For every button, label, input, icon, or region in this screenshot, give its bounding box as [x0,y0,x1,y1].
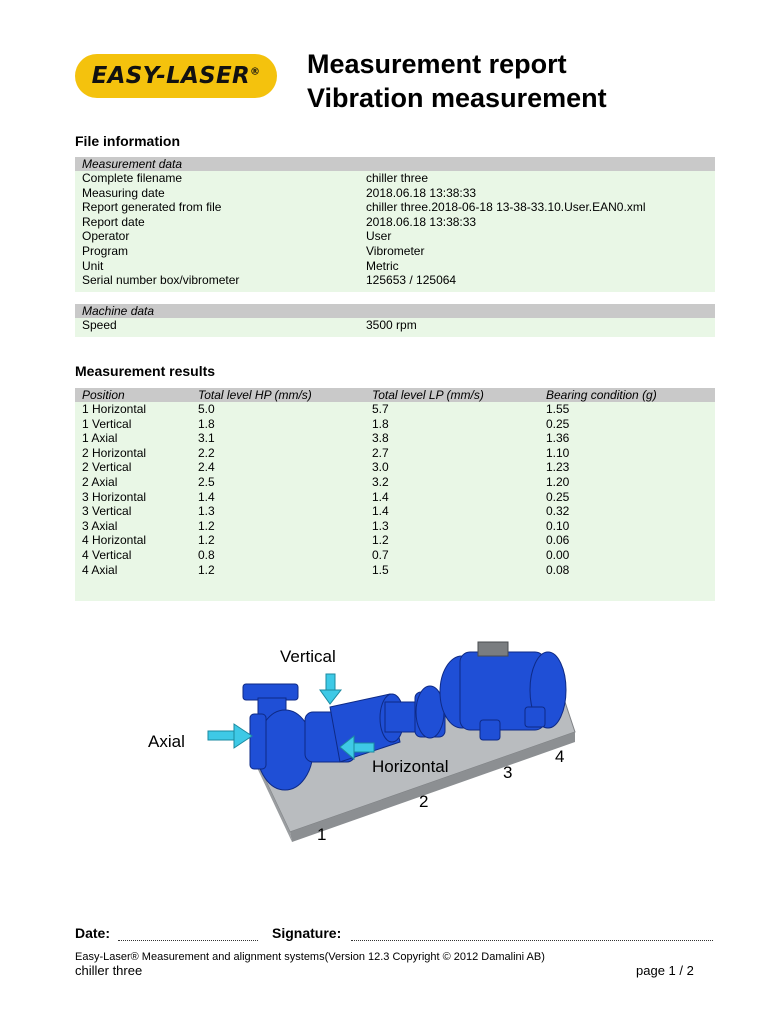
info-value: chiller three.2018-06-18 13-38-33.10.User.EAN0.xml [366,200,646,215]
label-vertical: Vertical [280,647,336,666]
result-bearing: 1.10 [546,445,570,460]
info-row [75,229,715,244]
info-row [75,200,715,215]
logo-text: EASY-LASER® [91,63,261,89]
result-hp: 5.0 [198,402,215,416]
table-row [75,533,715,548]
info-row [75,259,715,274]
info-row [75,171,715,186]
col-lp: Total level LP (mm/s) [372,388,484,402]
result-position: 1 Axial [82,431,118,446]
result-bearing: 1.20 [546,474,570,489]
result-lp: 1.2 [372,533,389,548]
report-title: Measurement report [307,49,567,79]
info-value: 2018.06.18 13:38:33 [366,185,477,200]
result-lp: 1.5 [372,562,389,577]
table-row [75,519,715,534]
result-position: 4 Axial [82,562,118,577]
result-lp: 3.8 [372,431,389,446]
info-label: Serial number box/vibrometer [82,273,240,288]
label-position-1: 1 [317,825,327,844]
result-bearing: 1.23 [546,460,570,475]
result-hp: 2.5 [198,474,215,489]
label-position-2: 2 [419,792,429,811]
result-position: 3 Axial [82,518,118,533]
result-lp: 5.7 [372,402,389,416]
signature-field[interactable] [351,939,713,941]
info-value: 2018.06.18 13:38:33 [366,214,477,229]
result-bearing: 0.00 [546,547,570,562]
label-axial: Axial [148,732,185,751]
table-row [75,548,715,563]
measurement-results-heading: Measurement results [75,363,216,379]
result-lp: 1.4 [372,489,389,504]
result-position: 2 Horizontal [82,445,147,460]
motor [440,642,566,740]
pump-motor-illustration [130,632,580,862]
table-row [75,431,715,446]
result-hp: 2.4 [198,460,215,475]
col-position: Position [82,388,125,402]
info-value: 3500 rpm [366,318,417,332]
label-position-4: 4 [555,747,565,766]
result-bearing: 0.25 [546,416,570,431]
result-lp: 1.4 [372,504,389,519]
measurement-data-body [75,171,715,292]
report-subtitle: Vibration measurement [307,83,607,113]
info-row [75,215,715,230]
results-table-body [75,402,715,601]
result-hp: 1.2 [198,533,215,548]
result-bearing: 0.32 [546,504,570,519]
result-hp: 1.2 [198,518,215,533]
info-label: Program [82,243,129,258]
table-row [75,460,715,475]
info-label: Speed [82,318,117,332]
table-row [75,446,715,461]
info-value: Metric [366,258,399,273]
result-position: 1 Vertical [82,416,132,431]
result-position: 2 Vertical [82,460,132,475]
result-position: 3 Horizontal [82,489,147,504]
result-hp: 1.8 [198,416,215,431]
result-lp: 0.7 [372,547,389,562]
result-position: 4 Vertical [82,547,132,562]
info-value: chiller three [366,171,429,185]
result-lp: 1.3 [372,518,389,533]
signature-label: Signature: [272,925,342,941]
easy-laser-logo [75,54,277,98]
result-bearing: 0.10 [546,518,570,533]
table-row [75,490,715,505]
result-hp: 3.1 [198,431,215,446]
result-hp: 1.3 [198,504,215,519]
table-row [75,475,715,490]
col-hp: Total level HP (mm/s) [198,388,312,402]
result-bearing: 0.08 [546,562,570,577]
results-table [75,388,715,601]
info-value: 125653 / 125064 [366,273,457,288]
info-value: Vibrometer [366,243,425,258]
col-bearing: Bearing condition (g) [546,388,657,402]
result-lp: 1.8 [372,416,389,431]
result-position: 3 Vertical [82,504,132,519]
result-hp: 1.4 [198,489,215,504]
info-row [75,186,715,201]
result-bearing: 1.55 [546,402,570,416]
measurement-data-table [75,157,715,292]
info-row [75,244,715,259]
info-value: User [366,229,392,244]
result-bearing: 0.06 [546,533,570,548]
table-row [75,504,715,519]
axial-arrow [208,724,252,748]
result-hp: 1.2 [198,562,215,577]
file-information-heading: File information [75,133,180,149]
label-horizontal: Horizontal [372,757,449,776]
result-lp: 2.7 [372,445,389,460]
date-label: Date: [75,925,111,941]
page-number: page 1 / 2 [636,963,694,978]
measurement-data-header: Measurement data [75,157,715,171]
result-hp: 0.8 [198,547,215,562]
result-position: 2 Axial [82,474,118,489]
machine-data-body [75,318,715,337]
date-field[interactable] [118,939,258,941]
info-label: Measuring date [82,185,165,200]
result-hp: 2.2 [198,445,215,460]
table-row [75,563,715,578]
result-bearing: 0.25 [546,489,570,504]
info-row [75,273,715,288]
footer-filename: chiller three [75,963,143,978]
result-bearing: 1.36 [546,431,570,446]
copyright-text: Easy-Laser® Measurement and alignment systems(Version 12.3 Copyright © 2012 Damalini AB) [75,951,545,963]
result-position: 1 Horizontal [82,402,147,416]
label-position-3: 3 [503,763,513,782]
result-position: 4 Horizontal [82,533,147,548]
results-table-header [75,388,715,402]
machine-data-table [75,304,715,337]
result-lp: 3.0 [372,460,389,475]
info-label: Complete filename [82,171,183,185]
table-row [75,402,715,417]
info-label: Operator [82,229,130,244]
info-label: Report generated from file [82,200,222,215]
info-label: Report date [82,214,145,229]
info-label: Unit [82,258,104,273]
vertical-arrow [320,674,341,704]
result-lp: 3.2 [372,474,389,489]
info-row [75,318,715,333]
table-row [75,417,715,432]
machine-data-header: Machine data [75,304,715,318]
